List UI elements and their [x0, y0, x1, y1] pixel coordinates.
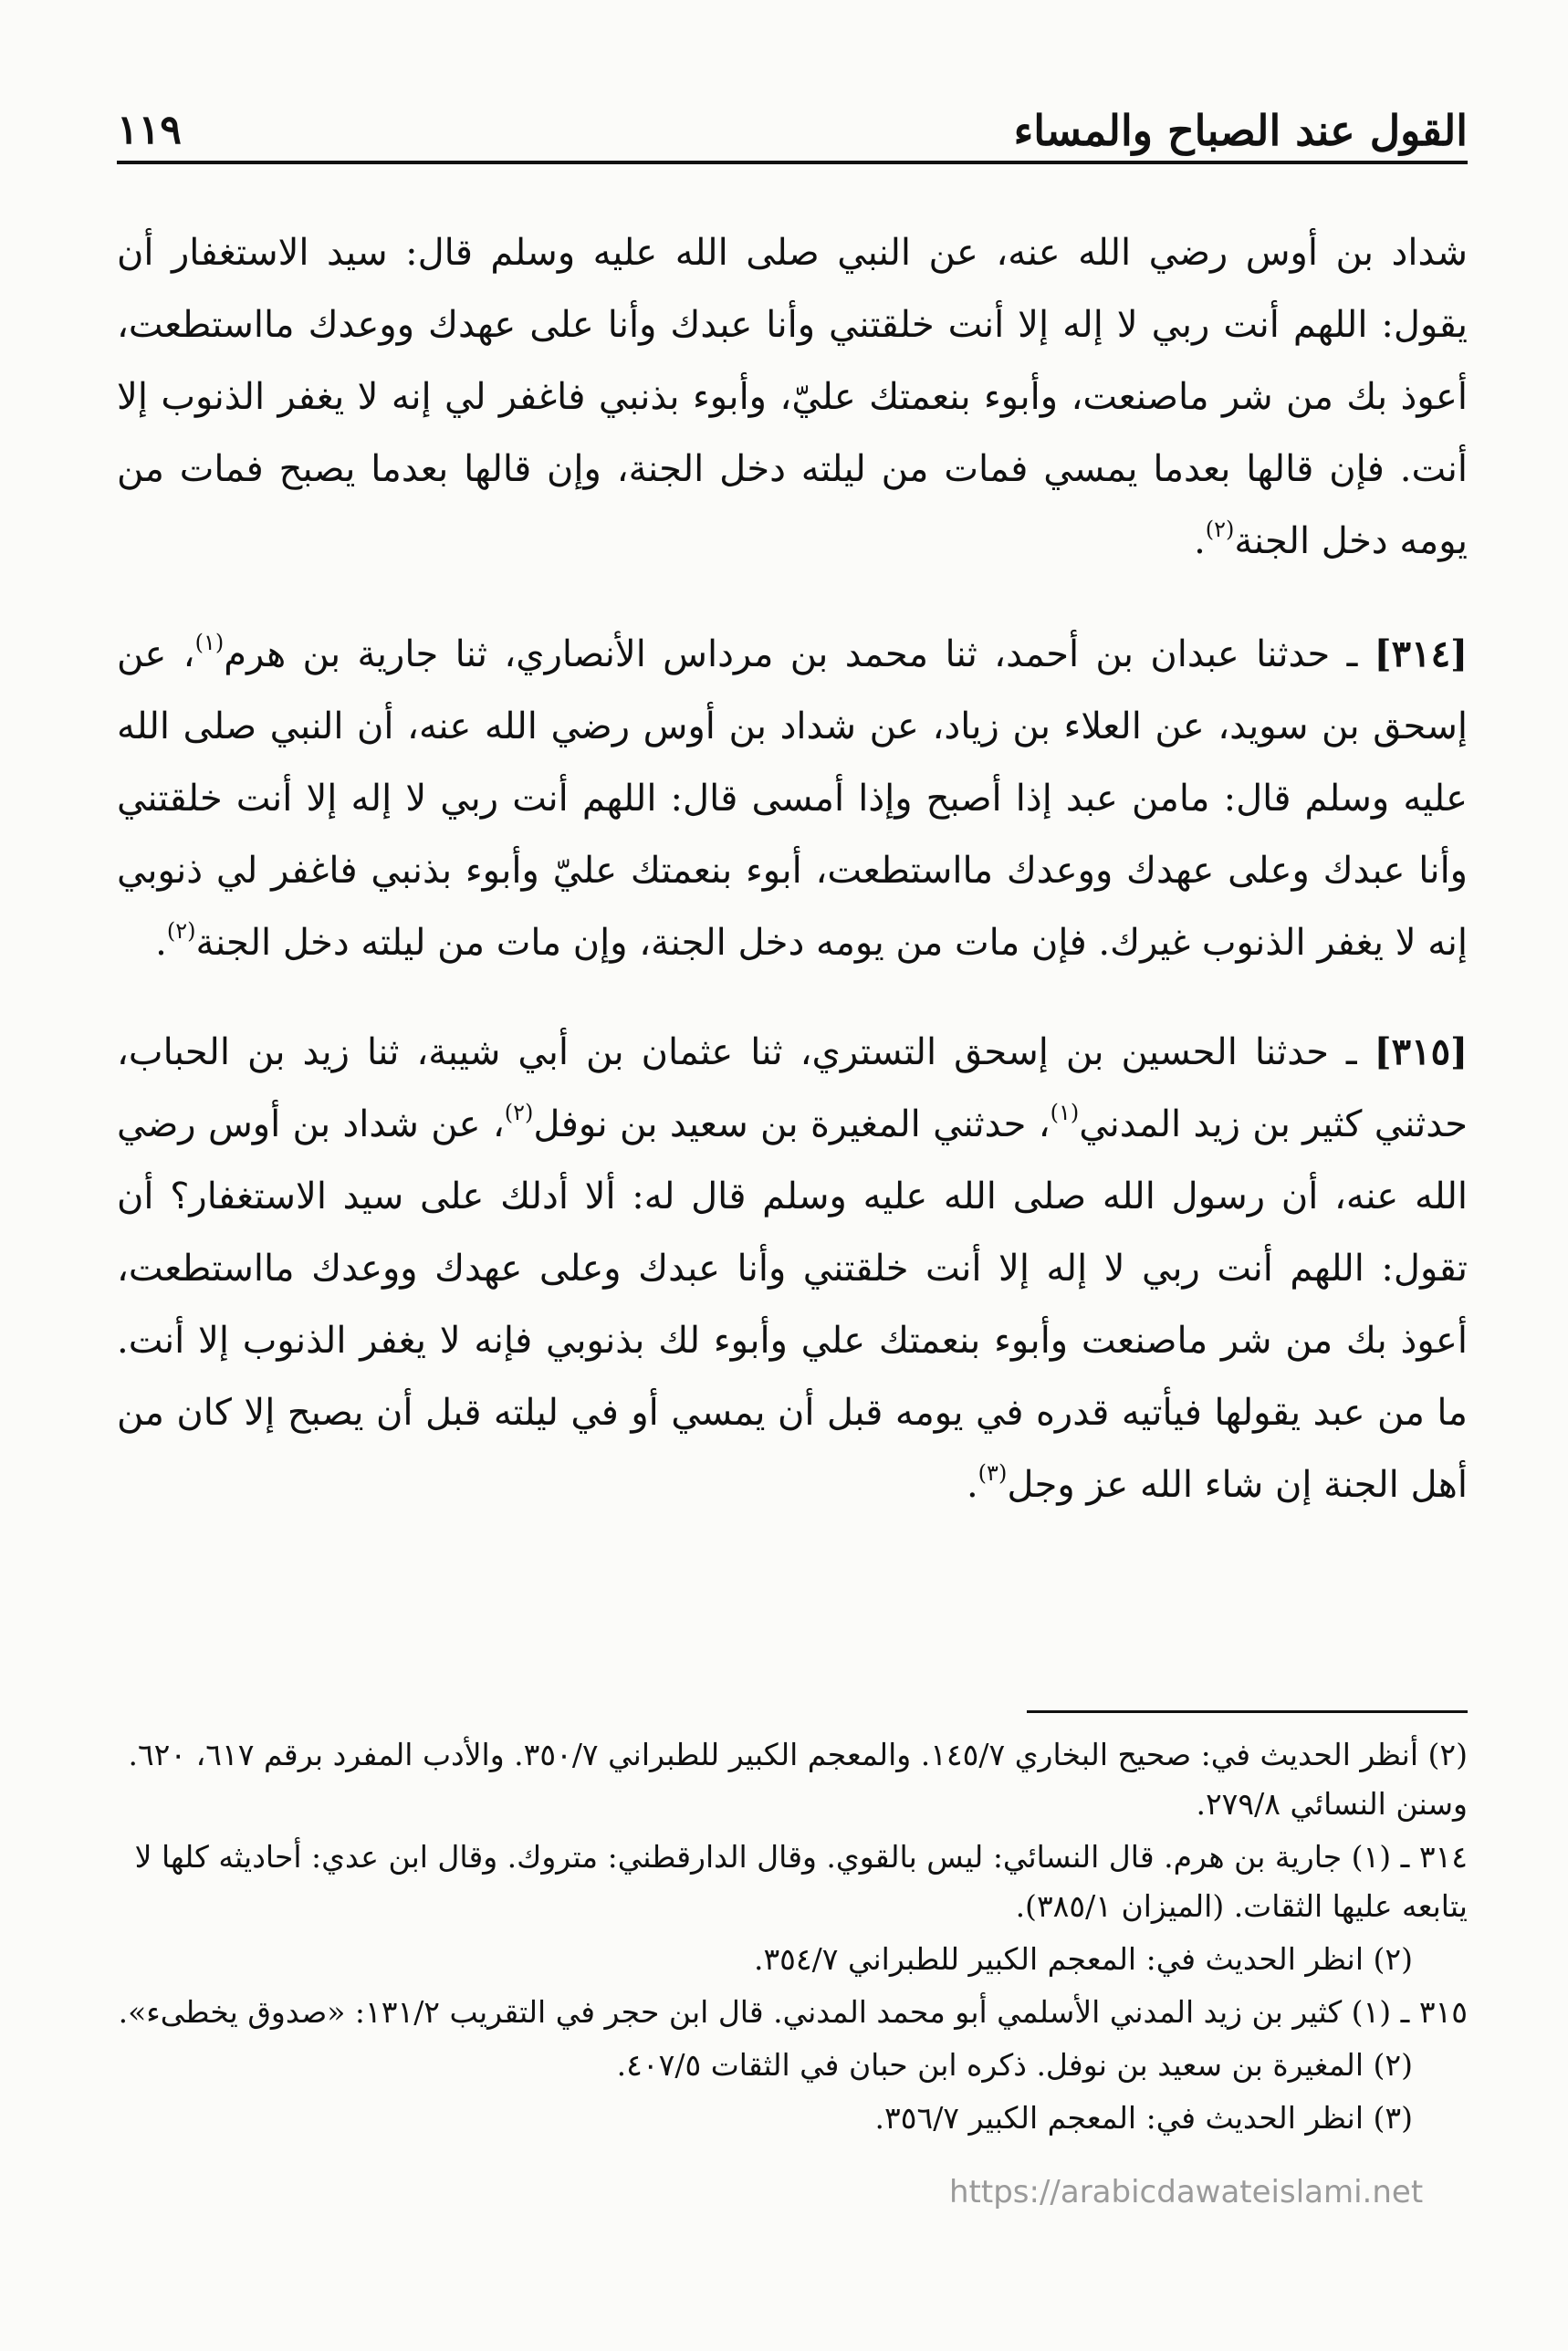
footnote: (٢) انظر الحديث في: المعجم الكبير للطبراني ٣٥٤/٧.: [753, 1941, 1413, 1977]
footnote: ٣١٤ ـ (١) جارية بن هرم. قال النسائي: ليس بالقوي. وقال الدارقطني: متروك. وقال ابن عدي: أحاديثه كلها لا يتابعه عليها الثقات. (الميزان ٣٨٥/١).: [134, 1839, 1468, 1924]
footnote: ٣١٥ ـ (١) كثير بن زيد المدني الأسلمي أبو محمد المدني. قال ابن حجر في التقريب ١٣١/٢: «صدوق يخطىء».: [118, 1994, 1468, 2030]
hadith-number: [٣١٤]: [1374, 632, 1468, 675]
paragraph-continuation: شداد بن أوس رضي الله عنه، عن النبي صلى الله عليه وسلم قال: سيد الاستغفار أن يقول: اللهم أنت ربي لا إله إلا أنت خلقتني وأنا عبدك وأنا على عهدك ووعدك مااستطعت، أعوذ بك من شر ماصنعت، وأبوء بنعمتك عليّ، وأبوء بذنبي فاغفر لي إنه لا يغفر الذنوب إلا أنت. فإن قالها بعدما يمسي فمات من ليلته دخل الجنة، وإن قالها بعدما يصبح فمات من يومه دخل الجنة$^{(٢)}$.: [117, 232, 1468, 562]
main-text: [117, 217, 1468, 1558]
chapter-title: القول عند الصباح والمساء: [1013, 106, 1468, 155]
hadith-text: ، حدثني المغيرة بن سعيد بن نوفل: [533, 1103, 1051, 1145]
watermark-url: https://arabicdawateislami.net: [949, 2174, 1424, 2210]
footnote-marker: (٢): [504, 1100, 534, 1125]
hadith-text: ـ حدثنا عبدان بن أحمد، ثنا محمد بن مرداس الأنصاري، ثنا جارية بن هرم: [224, 633, 1358, 675]
footnote-marker: (٣): [977, 1460, 1008, 1486]
hadith-number: [٣١٥]: [1374, 1030, 1468, 1073]
hadith-314: [٣١٤] ـ حدثنا عبدان بن أحمد، ثنا محمد بن مرداس الأنصاري، ثنا جارية بن هرم$^{(١)}$، عن إسحق بن سويد، عن العلاء بن زياد، عن شداد بن أوس رضي الله عنه، أن النبي صلى الله عليه وسلم قال: مامن عبد إذا أصبح وإذا أمسى قال: اللهم أنت ربي لا إله إلا أنت خلقتني وأنا عبدك وعلى عهدك ووعدك مااستطعت، أبوء بنعمتك عليّ وأبوء بذنبي فاغفر لي ذنوبي إنه لا يغفر الذنوب غيرك. فإن مات من يومه دخل الجنة، وإن مات من ليلته دخل الجنة$^{(٢)}$.: [117, 630, 1468, 964]
hadith-text: ـ حدثنا الحسين بن إسحق التستري، ثنا عثمان بن أبي شيبة، ثنا زيد بن الحباب، حدثني كثير بن زيد المدني: [117, 1031, 1468, 1145]
footnote: (٣) انظر الحديث في: المعجم الكبير ٣٥٦/٧.: [874, 2100, 1413, 2136]
hadith-text: ، عن شداد بن أوس رضي الله عنه، أن رسول الله صلى الله عليه وسلم قال له: ألا أدلك على سيد الاستغفار؟ أن تقول: اللهم أنت ربي لا إله إلا أنت خلقتني وأنا عبدك وعلى عهدك ووعدك مااستطعت، أعوذ بك من شر ماصنعت وأبوء بنعمتك علي وأبوء لك بذنوبي فإنه لا يغفر الذنوب إلا أنت. ما من عبد يقولها فيأتيه قدره في يومه قبل أن يمسي أو في ليلته قبل أن يصبح إلا كان من أهل الجنة إن شاء الله عز وجل: [117, 1103, 1468, 1506]
footnote: (٢) أنظر الحديث في: صحيح البخاري ١٤٥/٧. والمعجم الكبير للطبراني ٣٥٠/٧. والأدب المفرد برقم ٦١٧، ٦٢٠. وسنن النسائي ٢٧٩/٨.: [128, 1737, 1468, 1822]
footnote-marker: (١): [1050, 1100, 1080, 1125]
header-rule: [117, 161, 1468, 164]
footnote-marker: (٢): [1205, 517, 1235, 542]
footnote-rule: [1027, 1710, 1468, 1713]
running-header: [117, 99, 1468, 162]
footnote-marker: (٢): [166, 918, 196, 944]
paragraph-text: شداد بن أوس رضي الله عنه، عن النبي صلى الله عليه وسلم قال: سيد الاستغفار أن يقول: اللهم أنت ربي لا إله إلا أنت خلقتني وأنا عبدك وأنا على عهدك ووعدك مااستطعت، أعوذ بك من شر ماصنعت، وأبوء بنعمتك عليّ، وأبوء بذنبي فاغفر لي إنه لا يغفر الذنوب إلا أنت. فإن قالها بعدما يمسي فمات من ليلته دخل الجنة، وإن قالها بعدما يصبح فمات من يومه دخل الجنة: [117, 232, 1468, 562]
page-number: ١١٩: [117, 107, 182, 153]
footnotes: [117, 1730, 1468, 2147]
footnote-marker: (١): [194, 630, 225, 655]
footnote: (٢) المغيرة بن سعيد بن نوفل. ذكره ابن حبان في الثقات ٤٠٧/٥.: [616, 2047, 1413, 2083]
hadith-text: ، عن إسحق بن سويد، عن العلاء بن زياد، عن شداد بن أوس رضي الله عنه، أن النبي صلى الله عليه وسلم قال: مامن عبد إذا أصبح وإذا أمسى قال: اللهم أنت ربي لا إله إلا أنت خلقتني وأنا عبدك وعلى عهدك ووعدك مااستطعت، أبوء بنعمتك عليّ وأبوء بذنبي فاغفر لي ذنوبي إنه لا يغفر الذنوب غيرك. فإن مات من يومه دخل الجنة، وإن مات من ليلته دخل الجنة: [117, 633, 1468, 964]
hadith-315: [٣١٥] ـ حدثنا الحسين بن إسحق التستري، ثنا عثمان بن أبي شيبة، ثنا زيد بن الحباب، حدثني كثير بن زيد المدني$^{(١)}$، حدثني المغيرة بن سعيد بن نوفل$^{(٢)}$، عن شداد بن أوس رضي الله عنه، أن رسول الله صلى الله عليه وسلم قال له: ألا أدلك على سيد الاستغفار؟ أن تقول: اللهم أنت ربي لا إله إلا أنت خلقتني وأنا عبدك وعلى عهدك ووعدك مااستطعت، أعوذ بك من شر ماصنعت وأبوء بنعمتك علي وأبوء لك بذنوبي فإنه لا يغفر الذنوب إلا أنت. ما من عبد يقولها فيأتيه قدره في يومه قبل أن يمسي أو في ليلته قبل أن يصبح إلا كان من أهل الجنة إن شاء الله عز وجل$^{(٣)}$.: [117, 1030, 1468, 1506]
